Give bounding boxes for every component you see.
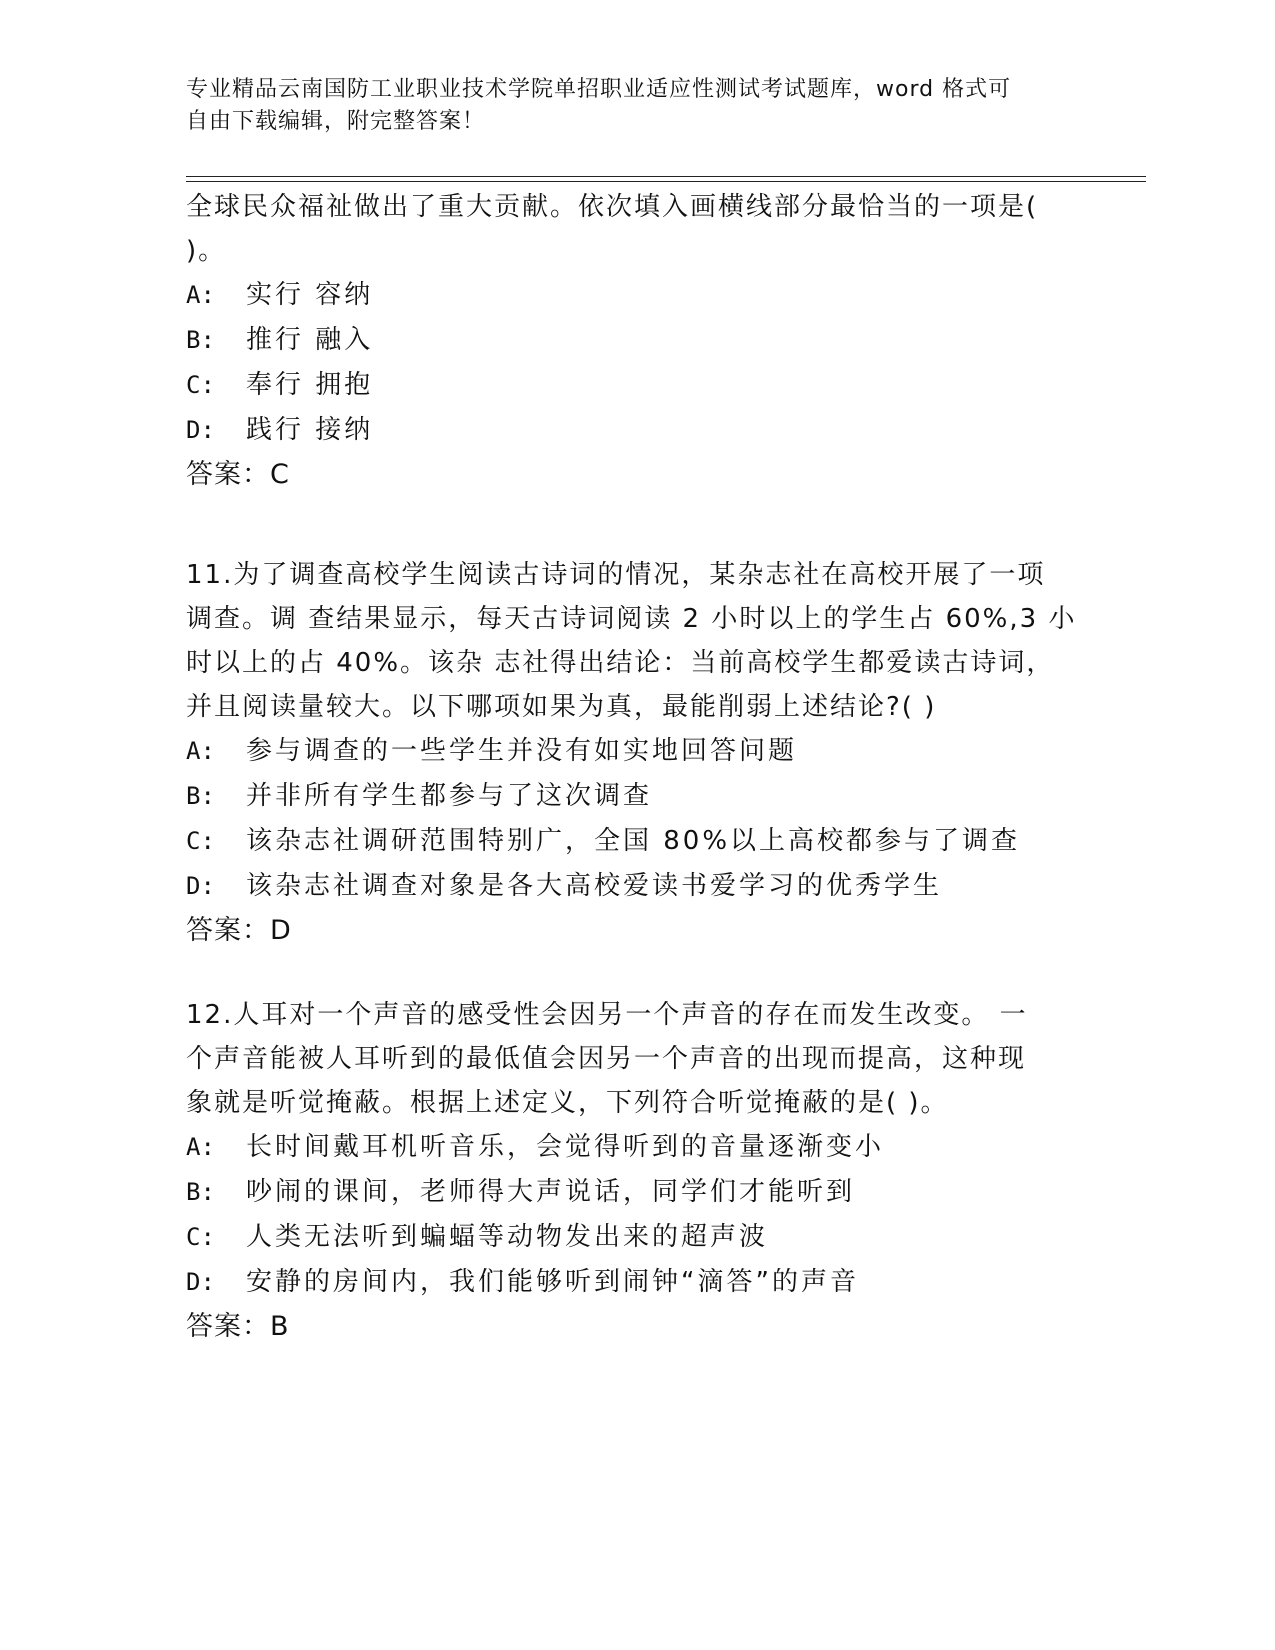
option-c — [186, 1215, 1086, 1260]
option-d — [186, 1260, 1086, 1305]
header-divider-bottom — [186, 181, 1146, 182]
option-c — [186, 819, 1086, 864]
option-text: 参与调查的一些学生并没有如实地回答问题 — [246, 736, 798, 766]
question-11-line-4: 并且阅读量较大。以下哪项如果为真，最能削弱上述结论?( ) — [186, 692, 937, 722]
option-a — [186, 1125, 1086, 1170]
option-text: 长时间戴耳机听音乐，会觉得听到的音量逐渐变小 — [246, 1132, 885, 1162]
header-line-2: 自由下载编辑，附完整答案！ — [186, 109, 486, 134]
option-text: 奉行 拥抱 — [246, 370, 374, 400]
option-text: 人类无法听到蝙蝠等动物发出来的超声波 — [246, 1222, 769, 1252]
answer-line: 答案：B — [186, 1311, 290, 1342]
option-a — [186, 273, 1086, 318]
option-letter: B: — [186, 782, 215, 810]
option-c — [186, 363, 1086, 408]
question-12-line-2: 个声音能被人耳听到的最低值会因另一个声音的出现而提高，这种现 — [186, 1044, 1027, 1074]
answer-line: 答案：C — [186, 459, 290, 490]
option-d — [186, 864, 1086, 909]
option-letter: A: — [186, 281, 215, 309]
option-letter: B: — [186, 326, 215, 354]
option-text: 吵闹的课间，老师得大声说话，同学们才能听到 — [246, 1177, 856, 1207]
option-text: 实行 容纳 — [246, 280, 374, 310]
option-text: 并非所有学生都参与了这次调查 — [246, 781, 653, 811]
option-b — [186, 318, 1086, 363]
question-12-line-1: 12.人耳对一个声音的感受性会因另一个声音的存在而发生改变。 一 — [186, 1000, 1028, 1030]
option-letter: C: — [186, 827, 215, 855]
question-11 — [186, 553, 1086, 953]
option-letter: A: — [186, 1133, 215, 1161]
question-11-line-1: 11.为了调查高校学生阅读古诗词的情况，某杂志社在高校开展了一项 — [186, 560, 1046, 590]
header-line-1: 专业精品云南国防工业职业技术学院单招职业适应性测试考试题库，word 格式可 — [186, 77, 1012, 102]
option-text: 践行 接纳 — [246, 415, 374, 445]
option-text: 该杂志社调研范围特别广，全国 80%以上高校都参与了调查 — [246, 826, 1021, 856]
header-divider-top — [186, 176, 1146, 177]
option-text: 推行 融入 — [246, 325, 374, 355]
question-12 — [186, 993, 1086, 1349]
option-b — [186, 774, 1086, 819]
option-letter: D: — [186, 416, 215, 444]
option-text: 安静的房间内，我们能够听到闹钟“滴答”的声音 — [246, 1267, 859, 1297]
answer-line: 答案：D — [186, 915, 292, 946]
option-letter: C: — [186, 371, 215, 399]
document-header — [186, 74, 1066, 138]
option-text: 该杂志社调查对象是各大高校爱读书爱学习的优秀学生 — [246, 871, 943, 901]
question-10-text: 全球民众福祉做出了重大贡献。依次填入画横线部分最恰当的一项是( — [186, 192, 1039, 222]
question-10-text-end: )。 — [186, 236, 227, 266]
question-11-line-2: 调查。调 查结果显示，每天古诗词阅读 2 小时以上的学生占 60%,3 小 — [186, 604, 1077, 634]
option-a — [186, 729, 1086, 774]
option-letter: D: — [186, 872, 215, 900]
option-letter: B: — [186, 1178, 215, 1206]
option-d — [186, 408, 1086, 453]
option-letter: D: — [186, 1268, 215, 1296]
question-12-line-3: 象就是听觉掩蔽。根据上述定义，下列符合听觉掩蔽的是( )。 — [186, 1088, 949, 1118]
option-letter: C: — [186, 1223, 215, 1251]
option-letter: A: — [186, 737, 215, 765]
question-10 — [186, 185, 1086, 497]
question-11-line-3: 时以上的占 40%。该杂 志社得出结论：当前高校学生都爱读古诗词， — [186, 648, 1055, 678]
option-b — [186, 1170, 1086, 1215]
